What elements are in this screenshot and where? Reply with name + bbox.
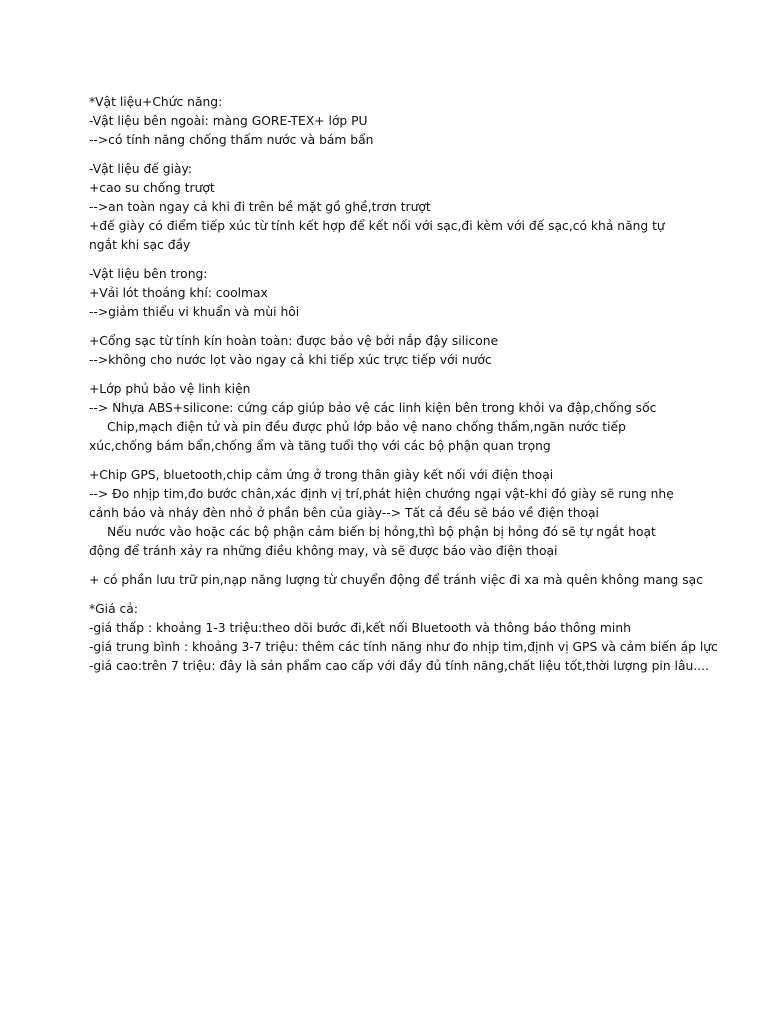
text-line: +Vải lót thoáng khí: coolmax (89, 286, 268, 300)
text-line: -->an toàn ngay cả khi đi trên bề mặt gồ ghề,trơn trượt (89, 200, 431, 214)
section-pricing (89, 600, 718, 676)
heading-pricing: *Giá cả: (89, 602, 138, 616)
heading-inner-material: -Vật liệu bên trong: (89, 267, 208, 281)
section-sole-material (89, 160, 689, 255)
document-page (89, 93, 718, 686)
text-line: -->có tính năng chống thấm nước và bám bẩn (89, 133, 374, 147)
section-chips (89, 466, 689, 561)
text-line: -Vật liệu bên ngoài: màng GORE-TEX+ lớp PU (89, 114, 368, 128)
section-inner-material (89, 265, 689, 322)
text-line: -->không cho nước lọt vào ngay cả khi tiếp xúc trực tiếp với nước (89, 353, 492, 367)
heading-materials-functions: *Vật liệu+Chức năng: (89, 95, 223, 109)
heading-sole-material: -Vật liệu đế giày: (89, 162, 193, 176)
text-line: +cao su chống trượt (89, 181, 215, 195)
text-line: --> Nhựa ABS+silicone: cứng cáp giúp bảo vệ các linh kiện bên trong khỏi va đập,chống sốc (89, 401, 657, 415)
text-line: Chip,mạch điện tử và pin đều được phủ lớp bảo vệ nano chống thấm,ngăn nước tiếp xúc,chống bám bẩn,chống ẩm và tăng tuổi thọ với các bộ phận quan trọng (89, 420, 626, 453)
text-line: +Chip GPS, bluetooth,chip cảm ứng ở trong thân giày kết nối với điện thoại (89, 468, 554, 482)
section-protective-coating (89, 380, 689, 456)
text-line: -giá trung bình : khoảng 3-7 triệu: thêm các tính năng như đo nhịp tim,định vị GPS và cảm biến áp lực (89, 640, 718, 654)
text-line: +đế giày có điểm tiếp xúc từ tính kết hợp để kết nối với sạc,đi kèm với đế sạc,có khả năng tự ngắt khi sạc đầy (89, 219, 665, 252)
section-materials-functions (89, 93, 689, 150)
section-charging-port (89, 332, 689, 370)
text-line: --> Đo nhịp tim,đo bước chân,xác định vị trí,phát hiện chướng ngại vật-khi đó giày sẽ rung nhẹ cảnh báo và nháy đèn nhỏ ở phần bên của giày--> Tất cả đều sẽ báo về điện thoại (89, 487, 674, 520)
text-line: +Cổng sạc từ tính kín hoàn toàn: được bảo vệ bởi nắp đậy silicone (89, 334, 499, 348)
text-line: + có phần lưu trữ pin,nạp năng lượng từ chuyển động để tránh việc đi xa mà quên không mang sạc (89, 573, 703, 587)
text-line: -giá thấp : khoảng 1-3 triệu:theo dõi bước đi,kết nối Bluetooth và thông báo thông minh (89, 621, 631, 635)
text-line: -giá cao:trên 7 triệu: đây là sản phẩm cao cấp với đầy đủ tính năng,chất liệu tốt,thời lượng pin lâu.... (89, 659, 709, 673)
text-line: -->giảm thiểu vi khuẩn và mùi hôi (89, 305, 300, 319)
section-battery (89, 571, 703, 590)
text-line: +Lớp phủ bảo vệ linh kiện (89, 382, 251, 396)
text-line: Nếu nước vào hoặc các bộ phận cảm biến bị hỏng,thì bộ phận bị hỏng đó sẽ tự ngắt hoạt động để tránh xảy ra những điều không may, và sẽ được báo vào điện thoại (89, 525, 656, 558)
